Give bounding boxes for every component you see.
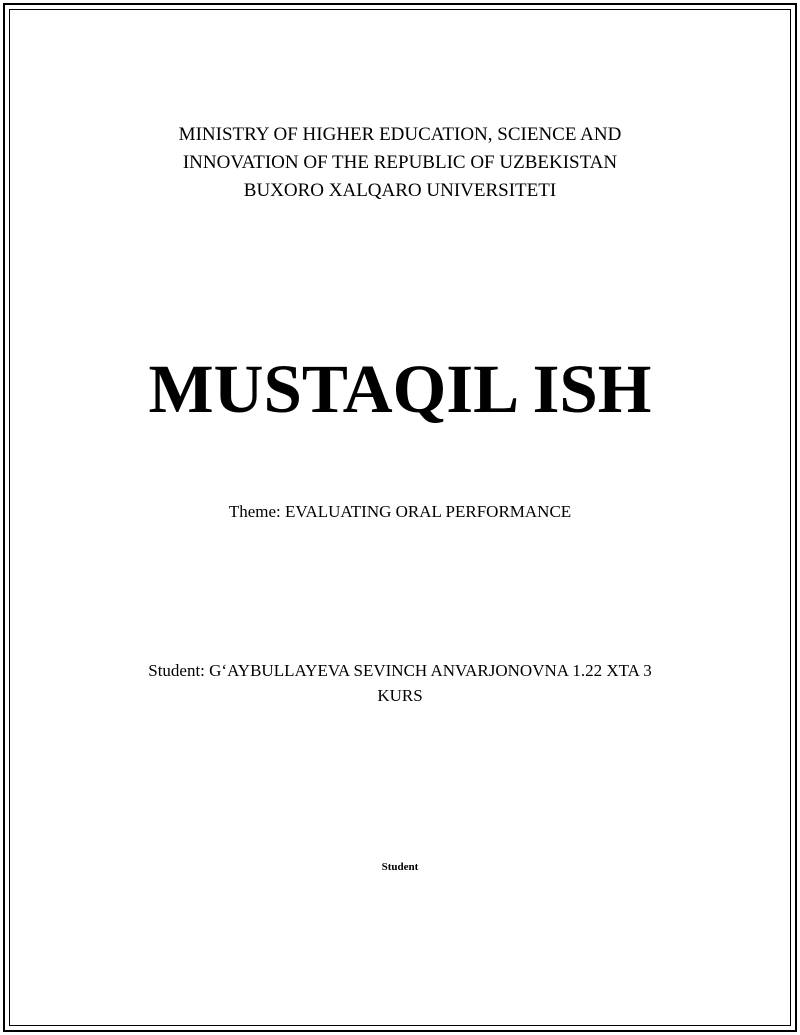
institution-line: INNOVATION OF THE REPUBLIC OF UZBEKISTAN [182, 152, 618, 173]
university-name: BUXORO XALQARO UNIVERSITETI [243, 180, 557, 201]
student-info [0, 658, 800, 708]
student-line: Student: G‘AYBULLAYEVA SEVINCH ANVARJONOVNA 1.22 XTA 3 [148, 661, 652, 680]
student-footer-label: Student [381, 861, 419, 873]
document-title: MUSTAQIL ISH [148, 351, 652, 427]
student-line: KURS [377, 686, 423, 705]
institution-header [0, 121, 800, 205]
document-theme: Theme: EVALUATING ORAL PERFORMANCE [228, 502, 572, 521]
institution-line: MINISTRY OF HIGHER EDUCATION, SCIENCE AND [178, 124, 622, 145]
